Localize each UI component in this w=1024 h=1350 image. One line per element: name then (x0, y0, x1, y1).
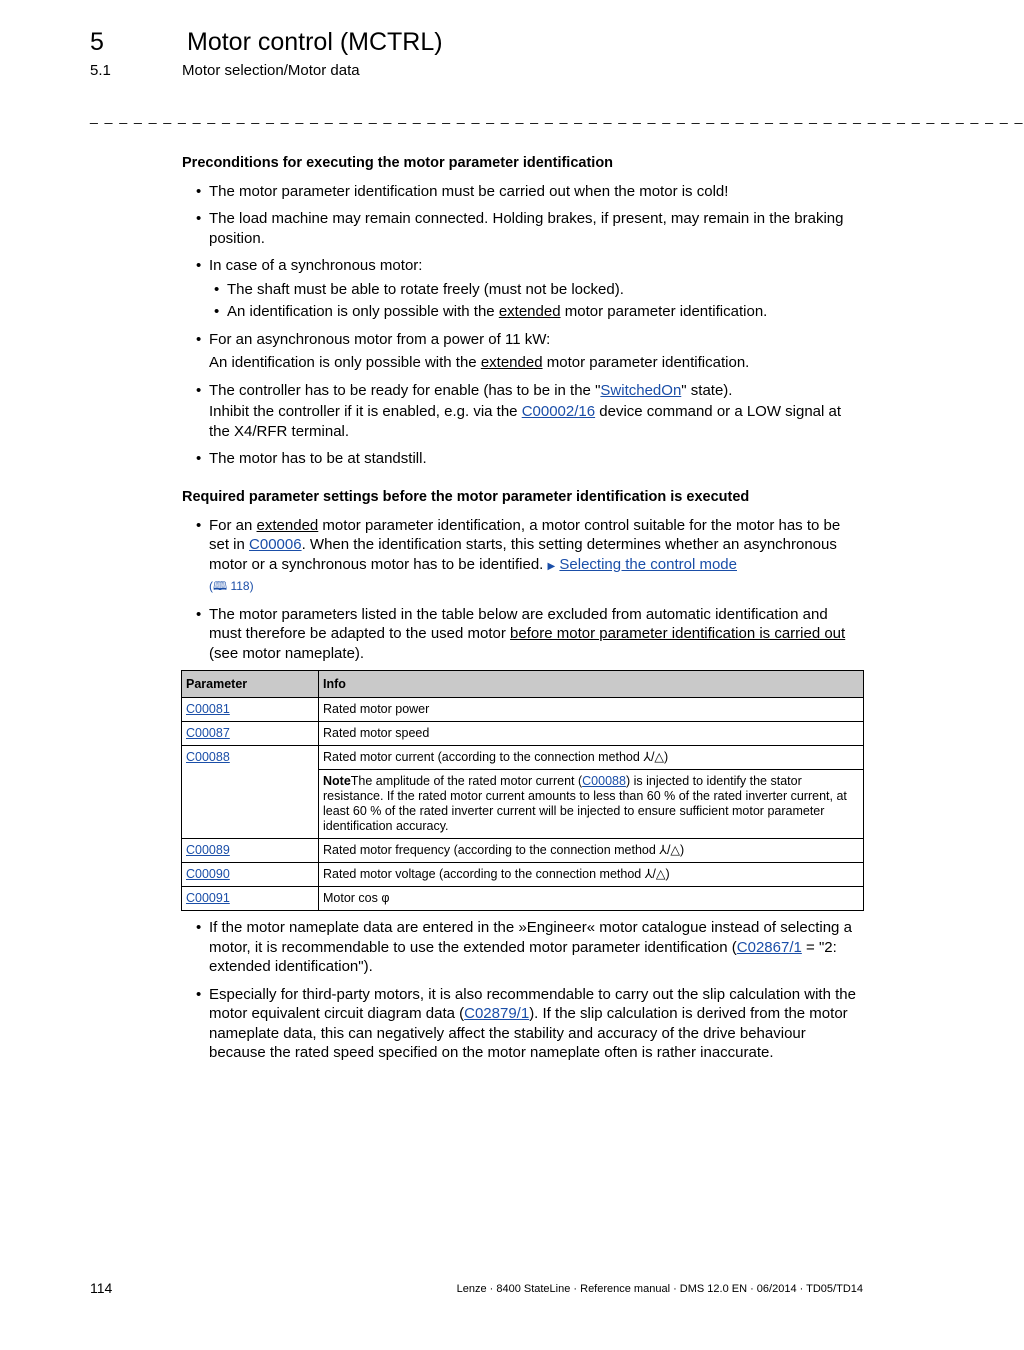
c00002-16-link[interactable]: C00002/16 (521, 403, 596, 420)
list-item: • The motor parameters listed in the table below are excluded from automatic identification and must therefore be adapted to the used motor before motor parameter identification is carried out (see motor nameplate). (182, 605, 864, 664)
list-item: • Especially for third-party motors, it is also recommendable to carry out the slip calculation with the motor equivalent circuit diagram data (C02879/1). If the slip calculation is derived from the motor nameplate data, this can negatively affect the stability and accuracy of the drive behaviour because the rated speed specified on the motor nameplate often is rather inaccurate. (182, 985, 864, 1063)
c02867-1-link[interactable]: C02867/1 (736, 938, 802, 956)
selecting-control-mode-link[interactable]: Selecting the control mode (559, 555, 737, 573)
list-item: • The motor has to be at standstill. (182, 449, 864, 469)
preconditions-heading: Preconditions for executing the motor parameter identification (182, 155, 614, 171)
section-number: 5.1 (90, 62, 111, 79)
chapter-title: Motor control (MCTRL) (187, 28, 443, 56)
chapter-number: 5 (90, 28, 104, 56)
c00091-link[interactable]: C00091 (186, 891, 230, 905)
switchedon-link[interactable]: SwitchedOn (600, 381, 682, 399)
table-row-note: NoteThe amplitude of the rated motor current (C00088) is injected to identify the stator resistance. If the rated motor current amounts to less than 60 % of the rated inverter current, at least 60 % of the rated inverter current will be injected to ensure sufficient motor parameter identification accuracy. (182, 770, 864, 839)
additional-notes-list (182, 918, 864, 1063)
preconditions-section (182, 154, 864, 477)
additional-notes-section (182, 918, 864, 1071)
list-item: • The load machine may remain connected. Holding brakes, if present, may remain in the braking position. (182, 209, 864, 248)
c02879-1-link[interactable]: C02879/1 (464, 1005, 530, 1022)
c00090-link[interactable]: C00090 (186, 867, 230, 881)
c00081-link[interactable]: C00081 (186, 702, 230, 716)
parameter-table (181, 670, 864, 911)
list-item: • The controller has to be ready for enable (has to be in the "SwitchedOn" state). Inhibit the controller if it is enabled, e.g. via the C00002/16 device command or a LOW signal at the X4/RFR terminal. (182, 381, 864, 442)
footer-doc-info: Lenze · 8400 StateLine · Reference manual · DMS 12.0 EN · 06/2014 · TD05/TD14 (456, 1283, 863, 1295)
column-header-parameter: Parameter (182, 671, 319, 698)
c00088-note-link[interactable]: C00088 (582, 774, 626, 788)
list-item: • If the motor nameplate data are entered in the »Engineer« motor catalogue instead of selecting a motor, it is recommendable to use the extended motor parameter identification (C02867/1 = "2: extended identification"). (182, 918, 864, 977)
list-item: • For an asynchronous motor from a power of 11 kW: An identification is only possible with the extended motor parameter identification. (182, 330, 864, 373)
c00006-link[interactable]: C00006 (249, 536, 302, 553)
column-header-info: Info (319, 671, 864, 698)
list-item: • The motor parameter identification must be carried out when the motor is cold! (182, 182, 864, 202)
list-item: • The shaft must be able to rotate freely (must not be locked). (209, 280, 864, 300)
list-item: • For an extended motor parameter identification, a motor control suitable for the motor has to be set in C00006. When the identification starts, this setting determines whether an asynchronous motor or a synchronous motor has to be identified. ▶ Selecting the control mode (🕮 118) (182, 516, 864, 597)
page-reference[interactable]: (🕮 118) (209, 579, 254, 593)
note-label: Note (323, 774, 351, 788)
table-header-row (182, 671, 864, 698)
required-settings-heading: Required parameter settings before the motor parameter identification is executed (182, 489, 750, 505)
arrow-right-icon: ▶ (547, 560, 556, 572)
required-settings-section (182, 488, 864, 671)
header-dashed-rule: _ _ _ _ _ _ _ _ _ _ _ _ _ _ _ _ _ _ _ _ _ _ _ _ _ _ _ _ _ _ _ _ _ _ _ _ _ _ _ _ _ _ _ _ _ _ _ _ _ _ _ _ _ _ _ _ _ _ _ _ _ _ _ _ (90, 108, 1024, 124)
synchronous-sublist (209, 280, 864, 322)
c00089-link[interactable]: C00089 (186, 843, 230, 857)
table-row: C00081 Rated motor power (182, 698, 864, 722)
table-row: C00089 Rated motor frequency (according to the connection method ⅄/△) (182, 839, 864, 863)
section-title: Motor selection/Motor data (182, 62, 360, 79)
required-settings-list (182, 516, 864, 664)
list-item: • In case of a synchronous motor: • The shaft must be able to rotate freely (must not be locked). • An identification is only possible with the extended motor parameter identification. (182, 256, 864, 322)
c00087-link[interactable]: C00087 (186, 726, 230, 740)
page-number: 114 (90, 1280, 113, 1296)
table-row: C00087 Rated motor speed (182, 722, 864, 746)
table-row: C00088 Rated motor current (according to the connection method ⅄/△) (182, 746, 864, 770)
table-row: C00091 Motor cos φ (182, 887, 864, 911)
list-item: • An identification is only possible with the extended motor parameter identification. (209, 302, 864, 322)
c00088-link[interactable]: C00088 (186, 750, 230, 764)
table-row: C00090 Rated motor voltage (according to the connection method ⅄/△) (182, 863, 864, 887)
preconditions-list (182, 182, 864, 469)
